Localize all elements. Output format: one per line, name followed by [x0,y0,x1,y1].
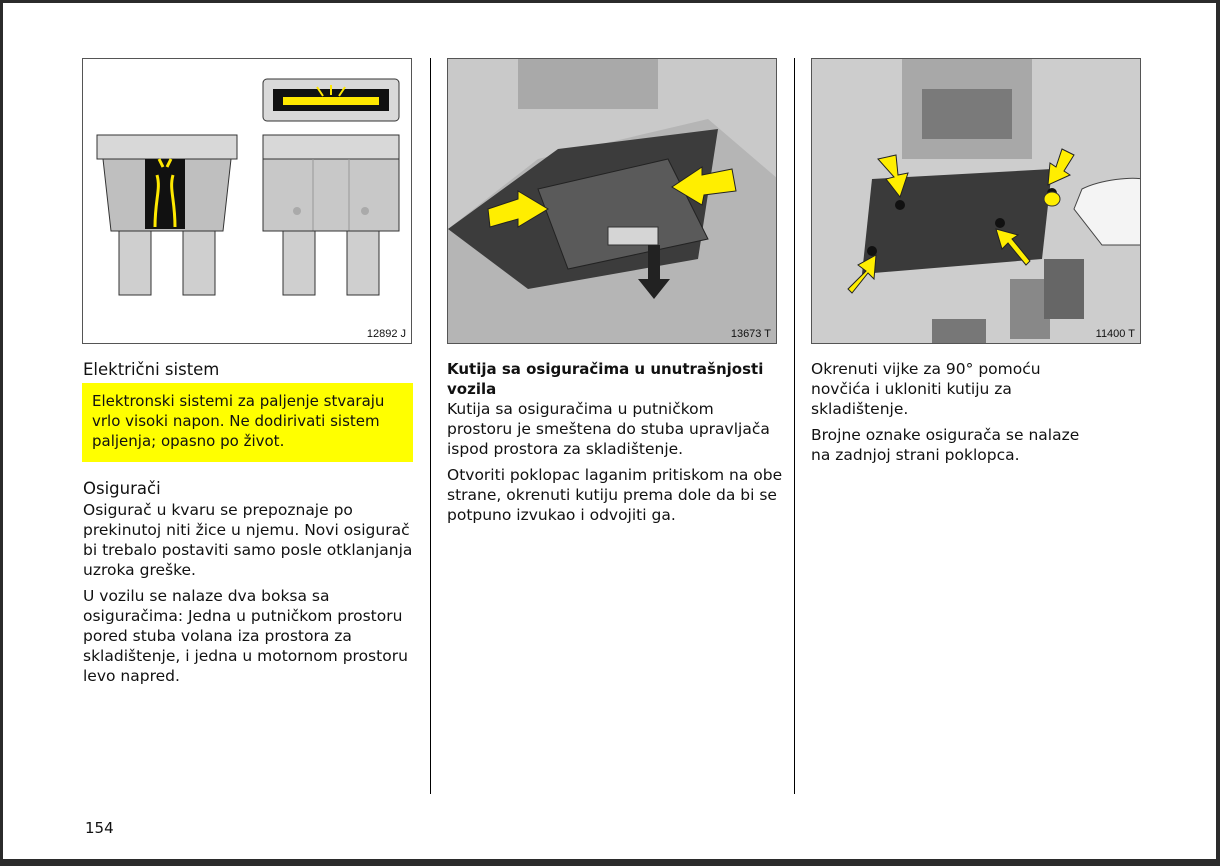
figure-code: 11400 T [1095,328,1135,340]
warning-box: Elektronski sistemi za paljenje stvaraju vrlo visoki napon. Ne dodirivati sistem paljenja; opasno po život. [82,383,413,462]
figure-code: 13673 T [730,328,771,340]
column-divider-1 [430,58,431,794]
column-divider-2 [794,58,795,794]
subsection-heading: Osigurači [83,479,161,498]
paragraph: Kutija sa osiguračima u putničkom prostoru je smeštena do stuba upravljača ispod prostora za skladištenje. [447,400,770,458]
storage-compartment-figure [447,58,777,344]
paragraph: Okrenuti vijke za 90° pomoću novčića i ukloniti kutiju za skladištenje. [811,360,1041,418]
paragraph: Osigurač u kvaru se prepoznaje po prekinutoj niti žice u njemu. Novi osigurač bi trebalo postaviti samo posle otklanjanja uzroka greške. [83,501,413,579]
page-number: 154 [85,819,114,837]
col2-body [447,359,783,525]
paragraph: Otvoriti poklopac laganim pritiskom na obe strane, okrenuti kutiju prema dole da bi se potpuno izvukao i odvojiti ga. [447,466,783,524]
col3-body [811,359,1101,465]
manual-page [3,3,1216,859]
paragraph: U vozilu se nalaze dva boksa sa osiguračima: Jedna u putničkom prostoru pored stuba volana iza prostora za skladištenje, i jedna u motornom prostoru levo napred. [83,587,408,685]
fuse-figure [82,58,412,344]
paragraph: Brojne oznake osigurača se nalaze na zadnjoj strani poklopca. [811,426,1080,464]
screws-figure [811,58,1141,344]
section-heading: Električni sistem [83,360,220,379]
section-heading: Kutija sa osiguračima u unutrašnjosti vozila [447,360,764,398]
col1-body [83,500,419,686]
figure-code: 12892 J [366,328,406,340]
